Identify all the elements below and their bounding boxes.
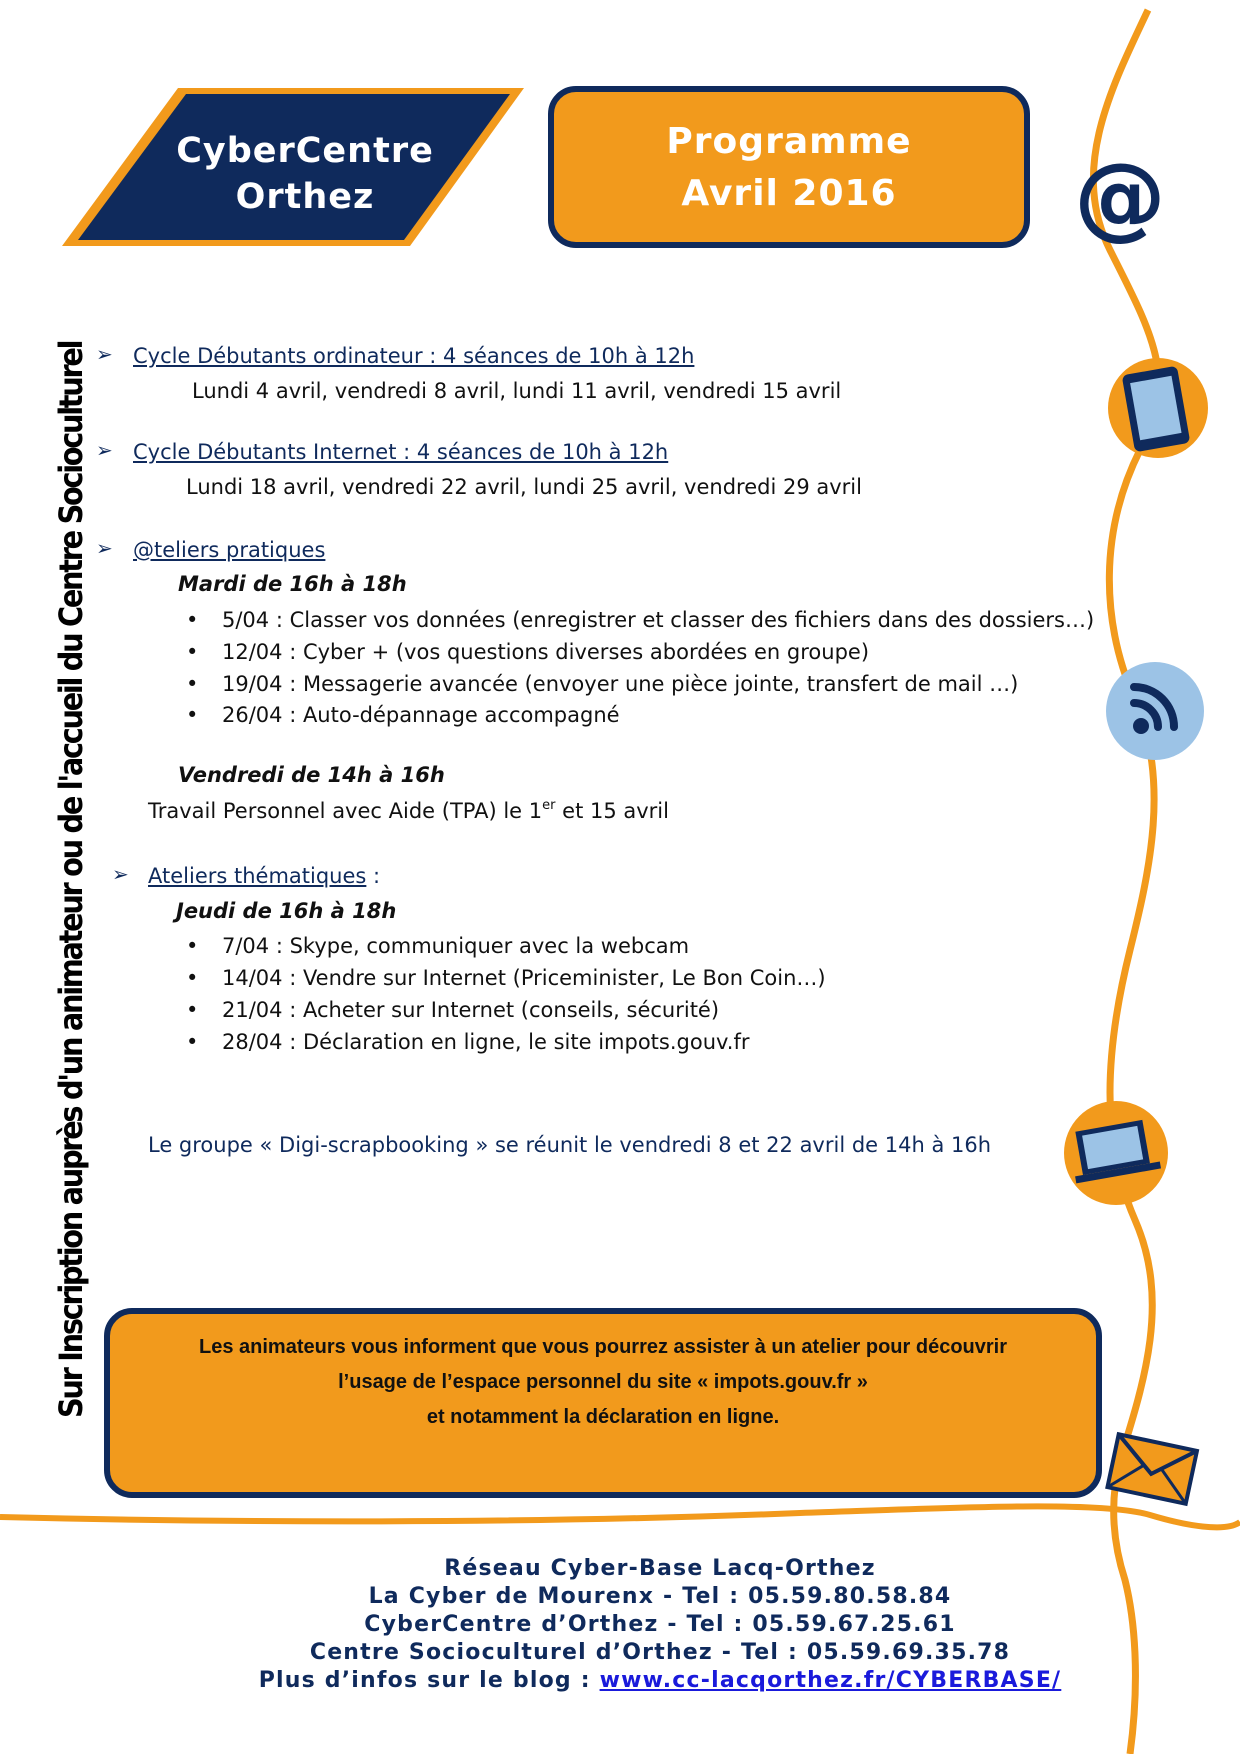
programme-line-1: Programme [666,121,912,162]
side-inscription-text: Sur Inscription auprès d'un animateur ou de l'accueil du Centre Socioculturel [52,341,90,1418]
digi-scrapbooking-note: Le groupe « Digi-scrapbooking » se réunit le vendredi 8 et 22 avril de 14h à 16h [148,1133,992,1157]
arrow-bullet-icon: ➢ [96,342,113,366]
list-item-text: 14/04 : Vendre sur Internet (Priceminister, Le Bon Coin…) [222,966,826,990]
bullet: • [186,672,199,696]
footer-network-title: Réseau Cyber-Base Lacq-Orthez [444,1556,876,1581]
bullet: • [186,608,199,632]
section-dates-beginners-computer: Lundi 4 avril, vendredi 8 avril, lundi 11 avril, vendredi 15 avril [192,379,842,403]
list-item-text: 12/04 : Cyber + (vos questions diverses abordées en groupe) [222,640,870,664]
bullet: • [186,640,199,664]
arrow-bullet-icon: ➢ [96,536,113,560]
programme-line-2: Avril 2016 [681,173,897,214]
list-item-text: 21/04 : Acheter sur Internet (conseils, sécurité) [222,998,720,1022]
envelope-icon [1107,1434,1196,1503]
footer-swirl [0,1506,1240,1527]
tpa-text-end: et 15 avril [555,799,669,823]
blog-link[interactable]: www.cc-lacqorthez.fr/CYBERBASE/ [599,1668,1062,1693]
list-item-text: 5/04 : Classer vos données (enregistrer et classer des fichiers dans des dossiers…) [222,608,1095,632]
bullet: • [186,703,199,727]
thematic-heading-colon: : [366,864,381,888]
laptop-icon [1064,1101,1168,1205]
footer-orthez: CyberCentre d’Orthez - Tel : 05.59.67.25.61 [364,1612,956,1637]
list-item-text: 28/04 : Déclaration en ligne, le site impots.gouv.fr [222,1030,750,1054]
notice-line-2: l’usage de l’espace personnel du site « impots.gouv.fr » [338,1371,868,1393]
notice-line-1: Les animateurs vous informent que vous pourrez assister à un atelier pour découvrir [199,1336,1007,1358]
list-item-text: 26/04 : Auto-dépannage accompagné [222,703,620,727]
subhead-friday: Vendredi de 14h à 16h [178,763,445,787]
brand-line-1: CyberCentre [176,131,434,171]
footer-socioculturel: Centre Socioculturel d’Orthez - Tel : 05.59.69.35.78 [309,1640,1011,1665]
thematic-heading-text: Ateliers thématiques [148,864,367,888]
bullet: • [186,934,199,958]
section-heading-beginners-computer: Cycle Débutants ordinateur : 4 séances de 10h à 12h [133,344,695,368]
footer-blog [200,1668,1120,1693]
notice-line-3: et notamment la déclaration en ligne. [426,1406,780,1428]
tpa-superscript: er [542,798,556,813]
svg-text:@: @ [1074,143,1166,250]
programme-title [548,116,1030,220]
rss-icon [1106,662,1204,760]
section-heading-thematic [148,864,380,888]
footer-blog-label: Plus d’infos sur le blog : [258,1668,600,1693]
arrow-bullet-icon: ➢ [96,438,113,462]
section-heading-beginners-internet: Cycle Débutants Internet : 4 séances de 10h à 12h [133,440,669,464]
subhead-tuesday: Mardi de 16h à 18h [178,572,407,596]
bullet: • [186,998,199,1022]
bullet: • [186,966,199,990]
brand-title [150,128,460,220]
list-item-text: 19/04 : Messagerie avancée (envoyer une pièce jointe, transfert de mail …) [222,672,1019,696]
tablet-icon [1108,358,1208,458]
footer-mourenx: La Cyber de Mourenx - Tel : 05.59.80.58.84 [368,1584,952,1609]
list-item-text: 7/04 : Skype, communiquer avec la webcam [222,934,690,958]
bullet: • [186,1030,199,1054]
subhead-thursday: Jeudi de 16h à 18h [176,899,397,923]
section-dates-beginners-internet: Lundi 18 avril, vendredi 22 avril, lundi 25 avril, vendredi 29 avril [186,475,862,499]
tpa-line [148,798,669,823]
brand-line-2: Orthez [235,177,375,217]
arrow-bullet-icon: ➢ [112,862,129,886]
section-heading-ateliers-pratiques: @teliers pratiques [133,538,326,562]
tpa-text: Travail Personnel avec Aide (TPA) le 1 [148,799,543,823]
at-icon [1074,143,1166,250]
